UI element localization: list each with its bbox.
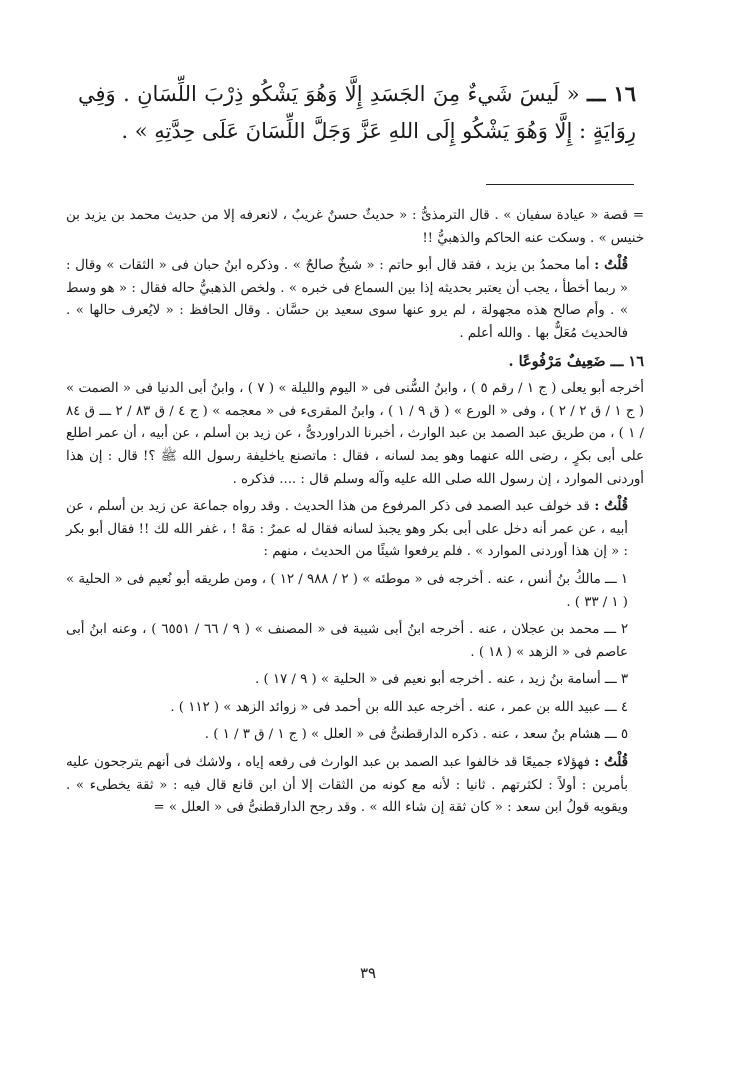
narrator-item-5: ٥ ـــ هشام بنُ سعد ، عنه . ذكره الدارقطنىُّ فى « العلل » ( ج ١ / ق ٣ / ١ ) . — [204, 727, 628, 743]
narrator-item-2: ٢ ـــ محمد بن عجلان ، عنه . أخرجه ابنُ أبى شيبة فى « المصنف » ( ٩ / ٦٦ / ٦٥٥١ ) ، وعنه ابنُ أبى عاصم فى « الزهد » ( ١٨ ) . — [66, 622, 629, 660]
narrator-item-4: ٤ ـــ عبيد الله بن عمر ، عنه . أخرجه عبد الله بن أحمد فى « زوائد الزهد » ( ١١٢ ) . — [170, 699, 628, 715]
note-paragraph-1: = قصة « عيادة سفيان » . قال الترمذىُّ : « حديثٌ حسنٌ غريبٌ ، لانعرفه إلا من حديث محمد بن يزيد بن خنيس » . وسكت عنه الحاكم والذهبيُّ !! — [66, 208, 644, 246]
narrator-item-3: ٣ ـــ أسامة بنُ زيد ، عنه . أخرجه أبو نعيم فى « الحلية » ( ٩ / ١٧ ) . — [254, 672, 628, 688]
note-paragraph-4-text: قد خولف عبد الصمد فى ذكر المرفوع من هذا الحديث . وقد رواه جماعة عن زيد بن أسلم ، عن أبيه ، عن عمر أنه دخل على أبى بكر وهو يجبذ لسانه فقال له عمرُ : مَهْ ! ، غفر الله لك !! فقال أبو بكر : « إن هذا أوردنى الموارد » . فلم يرفعوا شيئًا من الحديث ، منهم : — [66, 499, 628, 560]
qultu-label: قُلْتُ : — [594, 499, 629, 515]
hadith-number: ١٦ ـــ — [586, 81, 636, 106]
note-paragraph-4 — [66, 496, 644, 564]
hadith-text: « لَيسَ شَيءٌ مِنَ الجَسَدِ إِلَّا وَهُوَ يَشْكُو ذِرْبَ اللِّسَانِ . وَفِي رِوَايَةٍ : إِلَّا وَهُوَ يَشْكُو إِلَى اللهِ عَزَّ وَجَلَّ اللِّسَانَ عَلَى حِدَّتِهِ » . — [78, 82, 636, 143]
narrator-item-1: ١ ـــ مالكُ بنُ أنس ، عنه . أخرجه فى « موطئه » ( ٢ / ٩٨٨ / ١٢ ) ، ومن طريقه أبو نُعيم فى « الحلية » ( ١ / ٣٣ ) . — [66, 571, 629, 610]
commentary — [66, 205, 644, 825]
qultu-label: قُلْتُ : — [594, 755, 628, 771]
footnote-divider — [486, 184, 634, 185]
note-paragraph-2-text: أما محمدُ بن يزيد ، فقد قال أبو حاتم : « شيخٌ صالحٌ » . وذكره ابنُ حبان فى « الثقات » وقال : « ربما أخطأ ، يجب أن يعتبر بحديثه إذا بين السماع فى خبره » . ولخص الذهبيُّ حاله فقال : « هو وسط » . وأم صالح هذه مجهولة ، لم يرو عنها سوى سعيد بن حسَّان . وقال الحافظ : « لايُعرف حالها » . فالحديث مُعَلٌّ بها . والله أعلم . — [66, 258, 628, 341]
grading-heading: ١٦ ـــ ضَعِيفٌ مَرْفُوعًا . — [508, 352, 644, 370]
takhrij-paragraph: أخرجه أبو يعلى ( ج ١ / رقم ٥ ) ، وابنُ السُّنى فى « اليوم والليلة » ( ٧ ) ، وابنُ أبى الدنيا فى « الصمت » ( ج ١ / ق ٢ / ٢ ) ، وفى « الورع » ( ق ٩ / ١ ) ، وابنُ المقرىء فى « معجمه » ( ج ٤ / ق ٨٣ / ٢ ـــ ق ٨٤ / ١ ) ، من طريق عبد الصمد بن عبد الوارث ، أخبرنا الدراوردىُّ ، عن زيد بن أسلم ، عن أبيه ، أن عمر اطلع على أبى بكرٍ ، رضى الله عنهما وهو يمد لسانه ، فقال : ماتصنع ياخليفة رسول الله ﷺ ؟! قال : إن هذا أوردنى الموارد ، إن رسول الله صلى الله عليه وآله وسلم قال : .... فذكره . — [66, 381, 645, 487]
note-paragraph-5 — [66, 752, 644, 820]
note-paragraph-5-text: فهؤلاء جميعًا قد خالفوا عبد الصمد بن عبد الوارث فى رفعه إياه ، ولاشك فى أنهم يترجحون عليه بأمرين : أولاً : لكثرتهم . ثانيا : لأنه مع كونه من الثقات إلا أن ابن قانع قال فيه : « ثقة يخطىء » . ويقويه قولُ ابن سعد : « كان ثقة إن شاء الله » . وقد رجح الدارقطنىُّ فى « العلل » = — [66, 755, 628, 816]
main-hadith — [78, 75, 636, 150]
note-paragraph-2 — [66, 255, 644, 345]
qultu-label: قُلْتُ : — [594, 258, 629, 274]
page-number: ٣٩ — [359, 964, 377, 982]
